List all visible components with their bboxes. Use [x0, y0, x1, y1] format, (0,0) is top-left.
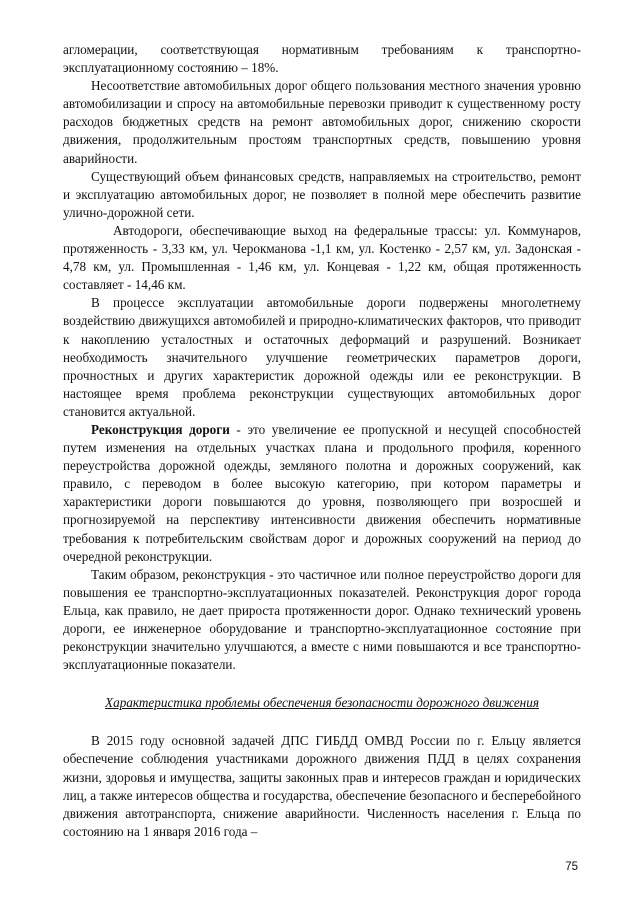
paragraph-reconstruction-definition [63, 421, 581, 566]
paragraph-agglomeration: агломерации, соответствующая нормативным требованиям к транспортно-эксплуатационному состоянию – 18%. [63, 42, 581, 76]
paragraph-mismatch: Несоответствие автомобильных дорог общего пользования местного значения уровню автомобилизации и спросу на автомобильные перевозки приводит к существенному росту расходов бюджетных средств на ремонт автомобильных дорог, снижению скорости движения, продолжительным простоям транспортных средств, повышению уровня аварийности. [63, 78, 581, 166]
section-heading: Характеристика проблемы обеспечения безопасности дорожного движения [105, 695, 539, 711]
paragraph-gibdd: В 2015 году основной задачей ДПС ГИБДД ОМВД России по г. Ельцу является обеспечение соблюдения участниками дорожного движения ПДД в целях сохранения жизни, здоровья и имущества, защиты законных прав и интересов граждан и юридических лиц, а также интересов общества и государства, обеспечение безопасного и бесперебойного движения автотранспорта, снижение аварийности. Численность населения г. Ельца по состоянию на 1 января 2016 года – [63, 733, 581, 839]
document-body [63, 41, 581, 841]
paragraph-federal-roads: Автодороги, обеспечивающие выход на федеральные трассы: ул. Коммунаров, протяженность - 3,33 км, ул. Черокманова -1,1 км, ул. Костенко - 2,57 км, ул. Задонская - 4,78 км, ул. Промышленная - 1,46 км, ул. Концевая - 1,22 км, общая протяженность составляет - 14,46 км. [63, 222, 581, 293]
paragraph-summary: Таким образом, реконструкция - это частичное или полное переустройство дороги для повышения ее транспортно-эксплуатационных показателей. Реконструкция дорог города Ельца, как правило, не дает прироста протяженности дорог. Однако технический уровень дороги, ее инженерное оборудование и транспортно-эксплуатационное состояние при реконструкции значительно улучшаются, а вместе с ними повышаются и все транспортно-эксплуатационные показатели. [63, 566, 581, 673]
page-number: 75 [565, 861, 578, 873]
paragraph-operation: В процессе эксплуатации автомобильные дороги подвержены многолетнему воздействию движущихся автомобилей и природно-климатических факторов, что приводит к накоплению усталостных и остаточных деформаций и разрушений. Возникает необходимость значительного улучшение геометрических параметров дороги, прочностных и других характеристик дорожной одежды или ее реконструкции. В настоящее время проблема реконструкции существующих автомобильных дорог становится актуальной. [63, 295, 581, 419]
definition-reconstruction: - это увеличение ее пропускной и несущей способностей путем изменения на отдельных участках плана и продольного профиля, коренного переустройства дорожной одежды, земляного полотна и дорожных сооружений, как правило, с переводом в более высокую категорию, при котором параметры и характеристики дороги повышаются до уровня, позволяющего при возросшей и прогнозируемой на перспективу интенсивности движения обеспечить нормативные требования к потребительским свойствам дорог и дорожных сооружений на период до очередной реконструкции. [63, 421, 581, 564]
term-reconstruction: Реконструкция дороги [91, 421, 230, 437]
paragraph-funding: Существующий объем финансовых средств, направляемых на строительство, ремонт и эксплуатацию автомобильных дорог, не позволяет в полной мере обеспечить развитие улично-дорожной сети. [63, 168, 581, 220]
